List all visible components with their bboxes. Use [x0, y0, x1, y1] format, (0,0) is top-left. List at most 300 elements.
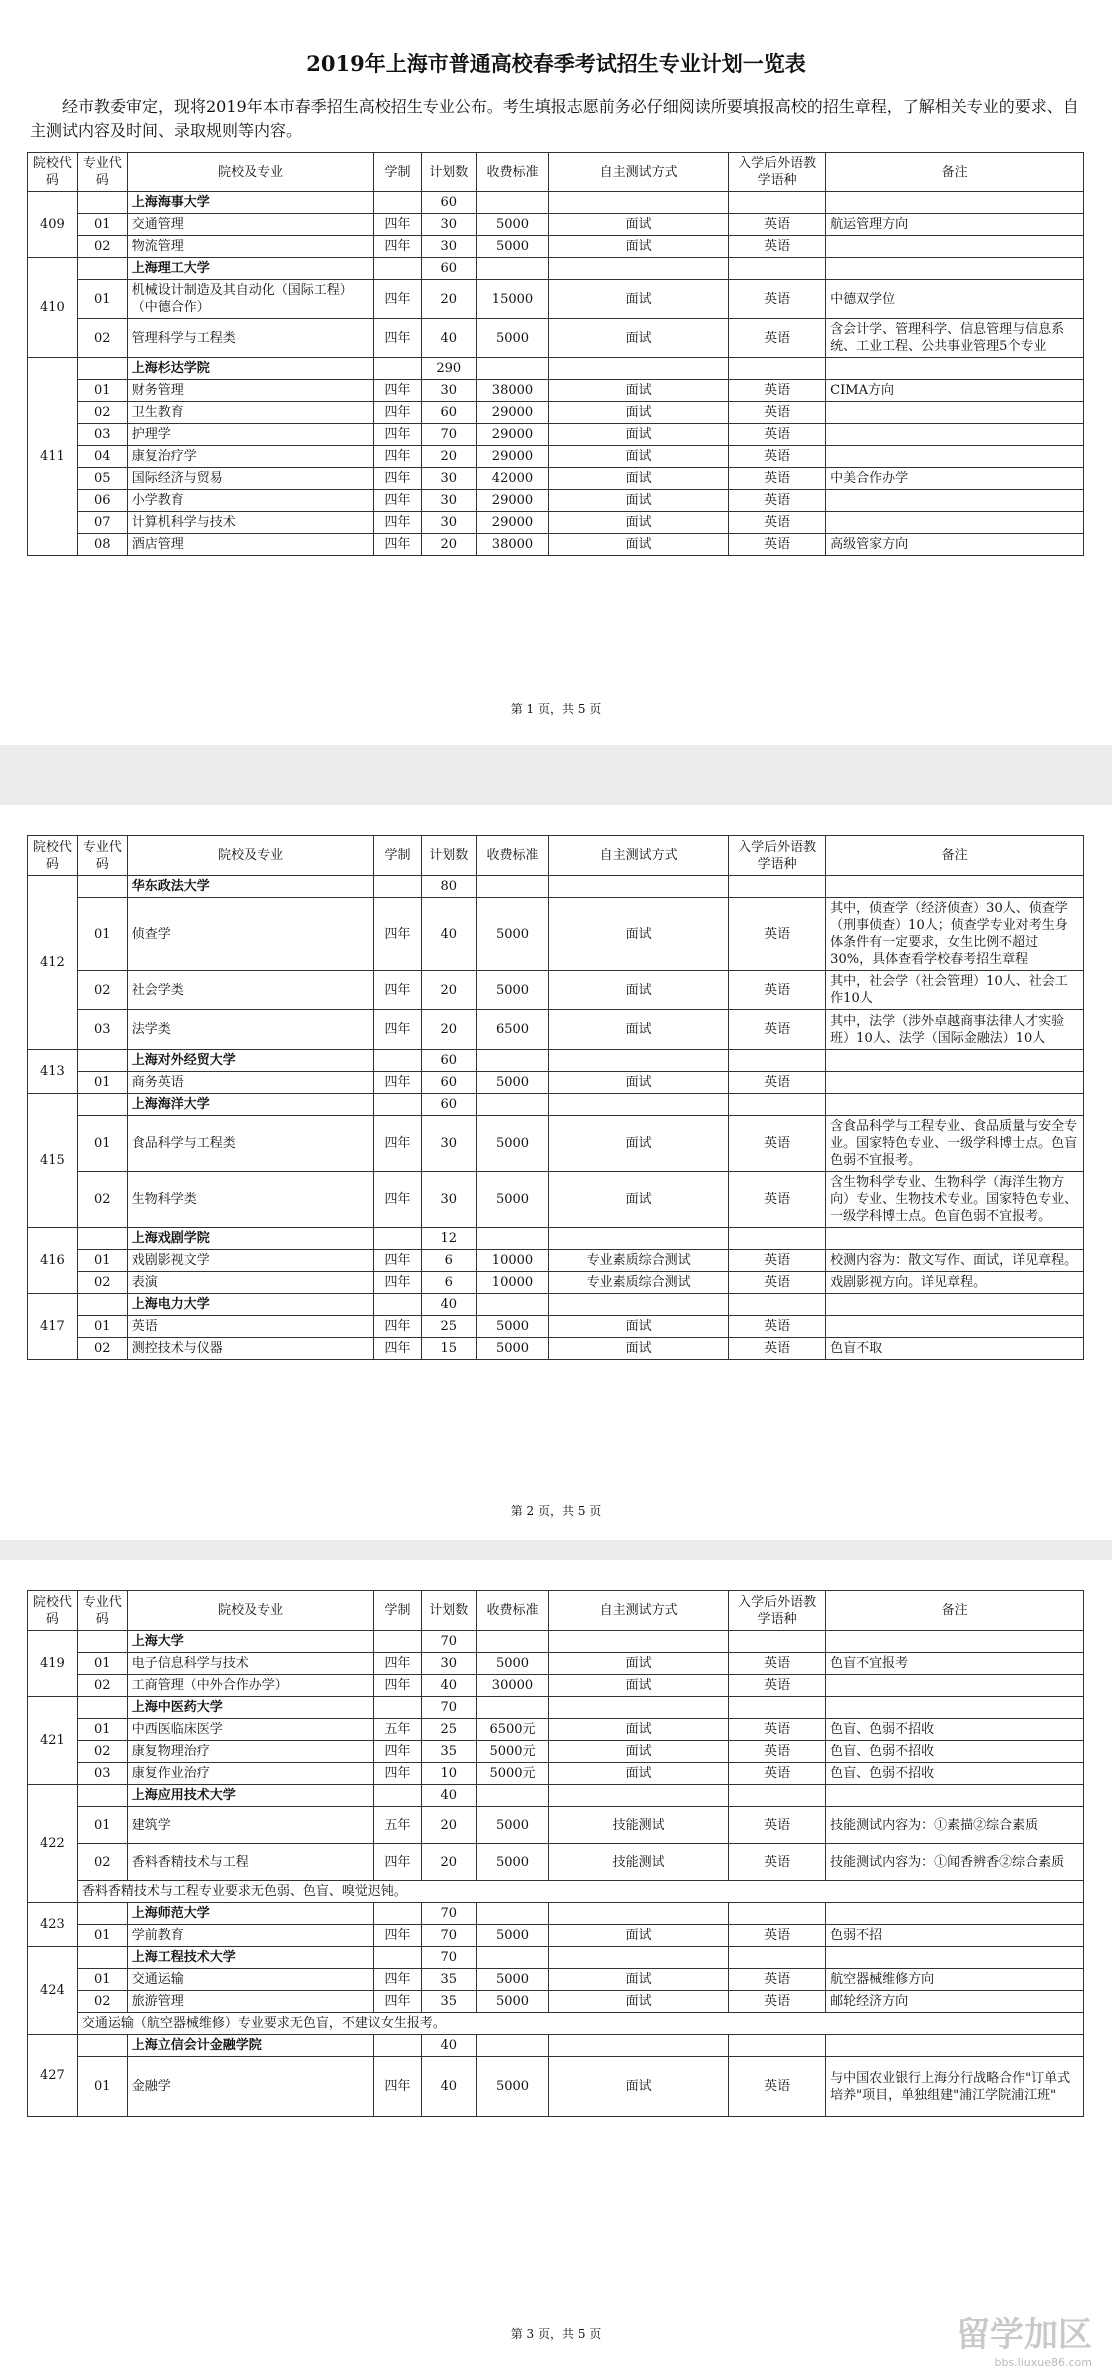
major-note: 色盲不宜报考	[826, 1653, 1084, 1675]
major-language: 英语	[729, 1272, 826, 1294]
major-plan: 20	[421, 1807, 476, 1844]
major-code: 06	[77, 490, 127, 512]
major-row	[28, 1653, 1084, 1675]
major-years: 四年	[374, 214, 421, 236]
school-empty-cell	[476, 1228, 548, 1250]
school-empty-cell	[549, 1094, 729, 1116]
major-language: 英语	[729, 1010, 826, 1050]
major-note: 中德双学位	[826, 280, 1084, 319]
school-blank	[77, 1294, 127, 1316]
major-note: 其中，社会学（社会管理）10人、社会工作10人	[826, 971, 1084, 1010]
major-row	[28, 1675, 1084, 1697]
school-years	[374, 1294, 421, 1316]
major-language: 英语	[729, 971, 826, 1010]
major-language: 英语	[729, 534, 826, 556]
school-row	[28, 1903, 1084, 1925]
major-name: 财务管理	[127, 380, 374, 402]
major-years: 四年	[374, 1741, 421, 1763]
page-footer: 第 2 页，共 5 页	[510, 1504, 602, 1518]
major-plan: 20	[421, 971, 476, 1010]
major-plan: 30	[421, 490, 476, 512]
plan-table	[27, 835, 1084, 1360]
major-language: 英语	[729, 1116, 826, 1172]
major-code: 01	[77, 214, 127, 236]
column-header: 专业代码	[77, 836, 127, 876]
major-years: 四年	[374, 236, 421, 258]
school-plan: 70	[421, 1631, 476, 1653]
major-plan: 35	[421, 1969, 476, 1991]
major-fee: 38000	[476, 534, 548, 556]
major-code: 02	[77, 1338, 127, 1360]
major-name: 商务英语	[127, 1072, 374, 1094]
school-plan: 12	[421, 1228, 476, 1250]
column-header: 计划数	[421, 836, 476, 876]
major-years: 四年	[374, 1675, 421, 1697]
major-years: 四年	[374, 898, 421, 971]
major-language: 英语	[729, 1807, 826, 1844]
school-code: 417	[28, 1294, 78, 1360]
school-row	[28, 358, 1084, 380]
major-name: 表演	[127, 1272, 374, 1294]
major-language: 英语	[729, 1338, 826, 1360]
major-years: 四年	[374, 1969, 421, 1991]
school-empty-cell	[729, 1631, 826, 1653]
school-empty-cell	[729, 1094, 826, 1116]
school-blank	[77, 876, 127, 898]
school-name: 上海对外经贸大学	[127, 1050, 374, 1072]
school-empty-cell	[476, 1785, 548, 1807]
school-empty-cell	[476, 2035, 548, 2057]
school-blank	[77, 1903, 127, 1925]
school-empty-cell	[549, 358, 729, 380]
major-test: 面试	[549, 424, 729, 446]
major-years: 四年	[374, 490, 421, 512]
major-language: 英语	[729, 380, 826, 402]
major-name: 测控技术与仪器	[127, 1338, 374, 1360]
school-code: 411	[28, 358, 78, 556]
major-years: 四年	[374, 512, 421, 534]
school-empty-cell	[549, 876, 729, 898]
major-note	[826, 446, 1084, 468]
school-empty-cell	[826, 1785, 1084, 1807]
school-blank	[77, 1697, 127, 1719]
major-plan: 25	[421, 1719, 476, 1741]
school-name: 华东政法大学	[127, 876, 374, 898]
major-row	[28, 1969, 1084, 1991]
major-code: 02	[77, 1272, 127, 1294]
school-empty-cell	[729, 876, 826, 898]
page-2	[0, 805, 1112, 1540]
major-fee: 6500元	[476, 1719, 548, 1741]
major-name: 康复物理治疗	[127, 1741, 374, 1763]
school-empty-cell	[476, 876, 548, 898]
column-header: 入学后外语教学语种	[729, 1591, 826, 1631]
major-language: 英语	[729, 402, 826, 424]
school-empty-cell	[476, 1903, 548, 1925]
school-empty-cell	[549, 2035, 729, 2057]
major-code: 01	[77, 2057, 127, 2117]
major-name: 学前教育	[127, 1925, 374, 1947]
major-plan: 70	[421, 1925, 476, 1947]
major-fee: 6500	[476, 1010, 548, 1050]
school-years	[374, 1947, 421, 1969]
school-years	[374, 1631, 421, 1653]
major-code: 02	[77, 1991, 127, 2013]
major-note: 邮轮经济方向	[826, 1991, 1084, 2013]
column-header: 学制	[374, 836, 421, 876]
school-empty-cell	[549, 1947, 729, 1969]
major-years: 四年	[374, 1653, 421, 1675]
major-row	[28, 898, 1084, 971]
major-fee: 5000	[476, 1844, 548, 1881]
major-years: 四年	[374, 1763, 421, 1785]
major-plan: 40	[421, 1675, 476, 1697]
school-years	[374, 258, 421, 280]
column-header: 入学后外语教学语种	[729, 153, 826, 192]
major-code: 03	[77, 1010, 127, 1050]
major-years: 四年	[374, 1338, 421, 1360]
major-name: 戏剧影视文学	[127, 1250, 374, 1272]
major-code: 02	[77, 1844, 127, 1881]
school-empty-cell	[826, 876, 1084, 898]
major-plan: 6	[421, 1250, 476, 1272]
major-name: 康复治疗学	[127, 446, 374, 468]
major-plan: 70	[421, 424, 476, 446]
major-name: 机械设计制造及其自动化（国际工程）（中德合作）	[127, 280, 374, 319]
major-test: 面试	[549, 1741, 729, 1763]
column-header: 院校及专业	[127, 1591, 374, 1631]
major-plan: 30	[421, 1653, 476, 1675]
school-empty-cell	[729, 1903, 826, 1925]
major-note: 其中，侦查学（经济侦查）30人、侦查学（刑事侦查）10人；侦查学专业对考生身体条件有一定要求，女生比例不超过30%，具体查看学校春考招生章程	[826, 898, 1084, 971]
major-row	[28, 1338, 1084, 1360]
school-empty-cell	[729, 1228, 826, 1250]
major-code: 07	[77, 512, 127, 534]
page-title: 2019年上海市普通高校春季考试招生专业计划一览表	[306, 51, 806, 76]
major-row	[28, 1807, 1084, 1844]
major-language: 英语	[729, 468, 826, 490]
school-name: 上海杉达学院	[127, 358, 374, 380]
school-empty-cell	[729, 1785, 826, 1807]
major-name: 中西医临床医学	[127, 1719, 374, 1741]
major-years: 四年	[374, 534, 421, 556]
column-header: 院校代码	[28, 1591, 78, 1631]
major-language: 英语	[729, 1763, 826, 1785]
major-years: 四年	[374, 446, 421, 468]
school-plan: 70	[421, 1947, 476, 1969]
major-code: 02	[77, 402, 127, 424]
major-plan: 40	[421, 2057, 476, 2117]
school-row	[28, 258, 1084, 280]
school-plan: 80	[421, 876, 476, 898]
column-header: 院校及专业	[127, 836, 374, 876]
school-plan: 40	[421, 2035, 476, 2057]
major-test: 面试	[549, 1316, 729, 1338]
major-note	[826, 512, 1084, 534]
major-fee: 38000	[476, 380, 548, 402]
major-code: 02	[77, 236, 127, 258]
school-code: 419	[28, 1631, 78, 1697]
school-empty-cell	[729, 2035, 826, 2057]
major-note	[826, 1316, 1084, 1338]
major-plan: 20	[421, 1844, 476, 1881]
major-years: 四年	[374, 319, 421, 358]
major-fee: 5000	[476, 214, 548, 236]
school-years	[374, 192, 421, 214]
major-test: 面试	[549, 446, 729, 468]
major-row	[28, 1116, 1084, 1172]
school-empty-cell	[729, 1697, 826, 1719]
school-code: 413	[28, 1050, 78, 1094]
major-row	[28, 1763, 1084, 1785]
major-plan: 6	[421, 1272, 476, 1294]
major-row	[28, 280, 1084, 319]
plan-table	[27, 1590, 1084, 2117]
major-row	[28, 468, 1084, 490]
major-name: 侦查学	[127, 898, 374, 971]
school-empty-cell	[826, 1094, 1084, 1116]
major-plan: 15	[421, 1338, 476, 1360]
major-fee: 5000	[476, 1316, 548, 1338]
school-empty-cell	[549, 258, 729, 280]
school-empty-cell	[826, 192, 1084, 214]
school-blank	[77, 1785, 127, 1807]
major-years: 五年	[374, 1719, 421, 1741]
school-empty-cell	[476, 1631, 548, 1653]
major-code: 01	[77, 1250, 127, 1272]
major-note	[826, 1675, 1084, 1697]
major-language: 英语	[729, 2057, 826, 2117]
major-test: 面试	[549, 1010, 729, 1050]
major-test: 面试	[549, 1172, 729, 1228]
column-header: 备注	[826, 836, 1084, 876]
school-empty-cell	[826, 1294, 1084, 1316]
major-fee: 5000	[476, 898, 548, 971]
school-name: 上海中医药大学	[127, 1697, 374, 1719]
major-row	[28, 319, 1084, 358]
column-header: 备注	[826, 153, 1084, 192]
major-plan: 30	[421, 1172, 476, 1228]
major-fee: 30000	[476, 1675, 548, 1697]
major-name: 卫生教育	[127, 402, 374, 424]
major-row	[28, 1719, 1084, 1741]
major-test: 面试	[549, 236, 729, 258]
major-code: 01	[77, 1807, 127, 1844]
column-header: 专业代码	[77, 1591, 127, 1631]
school-row	[28, 1050, 1084, 1072]
school-years	[374, 1903, 421, 1925]
major-fee: 5000	[476, 1338, 548, 1360]
major-language: 英语	[729, 214, 826, 236]
major-code: 02	[77, 319, 127, 358]
major-row	[28, 1844, 1084, 1881]
school-empty-cell	[826, 258, 1084, 280]
major-note: CIMA方向	[826, 380, 1084, 402]
school-name: 上海立信会计金融学院	[127, 2035, 374, 2057]
major-fee: 5000	[476, 971, 548, 1010]
major-note: 色盲、色弱不招收	[826, 1763, 1084, 1785]
school-code: 427	[28, 2035, 78, 2117]
school-empty-cell	[549, 1903, 729, 1925]
school-code: 424	[28, 1947, 78, 2035]
major-years: 四年	[374, 424, 421, 446]
major-plan: 10	[421, 1763, 476, 1785]
major-test: 面试	[549, 898, 729, 971]
major-test: 面试	[549, 402, 729, 424]
column-header: 收费标准	[476, 153, 548, 192]
school-blank	[77, 1947, 127, 1969]
school-code: 416	[28, 1228, 78, 1294]
major-name: 电子信息科学与技术	[127, 1653, 374, 1675]
major-fee: 5000	[476, 319, 548, 358]
school-name: 上海师范大学	[127, 1903, 374, 1925]
major-row	[28, 490, 1084, 512]
major-name: 工商管理（中外合作办学）	[127, 1675, 374, 1697]
school-empty-cell	[729, 358, 826, 380]
school-code: 412	[28, 876, 78, 1050]
major-test: 面试	[549, 468, 729, 490]
school-empty-cell	[729, 192, 826, 214]
major-row	[28, 971, 1084, 1010]
school-empty-cell	[476, 1294, 548, 1316]
school-name: 上海大学	[127, 1631, 374, 1653]
major-note	[826, 1072, 1084, 1094]
page-1	[0, 0, 1112, 745]
school-name: 上海工程技术大学	[127, 1947, 374, 1969]
major-name: 旅游管理	[127, 1991, 374, 2013]
major-note: 航空器械维修方向	[826, 1969, 1084, 1991]
school-blank	[77, 1050, 127, 1072]
major-note	[826, 490, 1084, 512]
school-empty-cell	[476, 1947, 548, 1969]
major-plan: 25	[421, 1316, 476, 1338]
major-code: 01	[77, 1116, 127, 1172]
school-empty-cell	[549, 1631, 729, 1653]
major-plan: 60	[421, 1072, 476, 1094]
school-empty-cell	[826, 1228, 1084, 1250]
school-plan: 60	[421, 258, 476, 280]
column-header: 入学后外语教学语种	[729, 836, 826, 876]
school-years	[374, 1094, 421, 1116]
major-note: 含会计学、管理科学、信息管理与信息系统、工业工程、公共事业管理5个专业	[826, 319, 1084, 358]
school-blank	[77, 258, 127, 280]
major-test: 专业素质综合测试	[549, 1272, 729, 1294]
major-fee: 5000	[476, 2057, 548, 2117]
watermark-logo: 留学加区	[956, 2315, 1092, 2355]
major-row	[28, 402, 1084, 424]
school-code: 410	[28, 258, 78, 358]
major-name: 食品科学与工程类	[127, 1116, 374, 1172]
major-row	[28, 1172, 1084, 1228]
school-blank	[77, 1094, 127, 1116]
major-language: 英语	[729, 280, 826, 319]
major-row	[28, 512, 1084, 534]
major-fee: 29000	[476, 446, 548, 468]
major-row	[28, 1925, 1084, 1947]
major-years: 四年	[374, 1250, 421, 1272]
school-years	[374, 876, 421, 898]
column-header: 学制	[374, 153, 421, 192]
school-row	[28, 1094, 1084, 1116]
major-years: 四年	[374, 1272, 421, 1294]
major-test: 面试	[549, 1338, 729, 1360]
major-language: 英语	[729, 1072, 826, 1094]
school-empty-cell	[729, 1294, 826, 1316]
school-blank	[77, 2035, 127, 2057]
column-header: 院校代码	[28, 153, 78, 192]
school-empty-cell	[476, 1094, 548, 1116]
major-fee: 5000	[476, 236, 548, 258]
column-header: 计划数	[421, 1591, 476, 1631]
major-years: 四年	[374, 1316, 421, 1338]
major-plan: 30	[421, 236, 476, 258]
major-note: 色盲不取	[826, 1338, 1084, 1360]
school-row	[28, 1947, 1084, 1969]
major-row	[28, 424, 1084, 446]
major-name: 康复作业治疗	[127, 1763, 374, 1785]
major-plan: 40	[421, 898, 476, 971]
major-note: 与中国农业银行上海分行战略合作"订单式培养"项目，单独组建"浦江学院浦江班"	[826, 2057, 1084, 2117]
major-plan: 60	[421, 402, 476, 424]
major-name: 国际经济与贸易	[127, 468, 374, 490]
school-code: 415	[28, 1094, 78, 1228]
major-row	[28, 446, 1084, 468]
major-code: 08	[77, 534, 127, 556]
major-plan: 20	[421, 280, 476, 319]
major-language: 英语	[729, 898, 826, 971]
major-fee: 5000元	[476, 1763, 548, 1785]
page-footer: 第 3 页，共 5 页	[510, 2327, 602, 2341]
major-code: 02	[77, 1741, 127, 1763]
school-years	[374, 1697, 421, 1719]
school-empty-cell	[549, 192, 729, 214]
major-note	[826, 236, 1084, 258]
major-code: 03	[77, 424, 127, 446]
school-empty-cell	[549, 1050, 729, 1072]
major-name: 酒店管理	[127, 534, 374, 556]
major-fee: 10000	[476, 1272, 548, 1294]
page-3	[0, 1560, 1112, 2377]
major-note	[826, 402, 1084, 424]
major-test: 专业素质综合测试	[549, 1250, 729, 1272]
major-years: 四年	[374, 1844, 421, 1881]
major-language: 英语	[729, 446, 826, 468]
school-remark: 香料香精技术与工程专业要求无色弱、色盲、嗅觉迟钝。	[77, 1881, 1083, 1903]
major-fee: 5000	[476, 1969, 548, 1991]
column-header: 计划数	[421, 153, 476, 192]
major-years: 四年	[374, 468, 421, 490]
intro-text: 经市教委审定，现将2019年本市春季招生高校招生专业公布。考生填报志愿前务必仔细阅读所要填报高校的招生章程，了解相关专业的要求、自主测试内容及时间、录取规则等内容。	[30, 97, 1079, 140]
major-years: 四年	[374, 402, 421, 424]
major-row	[28, 1072, 1084, 1094]
major-code: 04	[77, 446, 127, 468]
school-row	[28, 1228, 1084, 1250]
major-test: 面试	[549, 1763, 729, 1785]
school-empty-cell	[826, 1631, 1084, 1653]
school-code: 422	[28, 1785, 78, 1903]
school-name: 上海电力大学	[127, 1294, 374, 1316]
school-row	[28, 1785, 1084, 1807]
major-test: 面试	[549, 1969, 729, 1991]
remark-row	[28, 2013, 1084, 2035]
school-name: 上海海洋大学	[127, 1094, 374, 1116]
major-row	[28, 236, 1084, 258]
major-test: 面试	[549, 214, 729, 236]
major-row	[28, 380, 1084, 402]
major-note: 技能测试内容为：①素描②综合素质	[826, 1807, 1084, 1844]
major-code: 01	[77, 1653, 127, 1675]
school-name: 上海理工大学	[127, 258, 374, 280]
